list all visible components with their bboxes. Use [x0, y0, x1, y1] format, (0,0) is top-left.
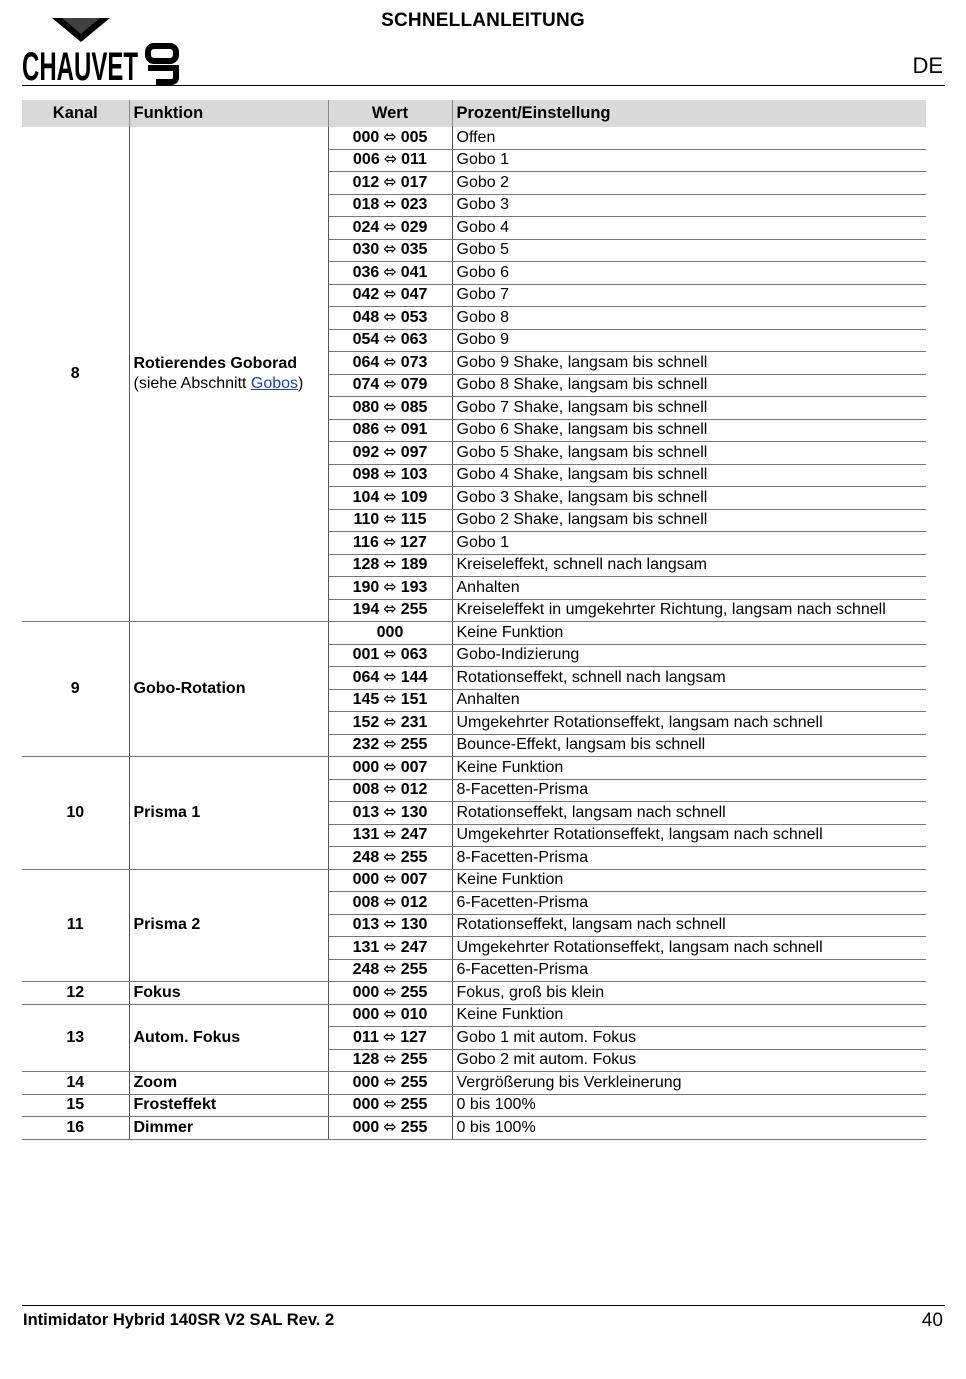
setting-description: 0 bis 100%	[452, 1094, 926, 1117]
channel-number: 8	[22, 127, 129, 622]
range-to: 085	[400, 398, 428, 416]
range-to: 073	[400, 353, 428, 371]
setting-description: Gobo 4	[452, 217, 926, 240]
channel-number: 11	[22, 869, 129, 982]
setting-description: 6-Facetten-Prisma	[452, 892, 926, 915]
dmx-value-range	[328, 667, 452, 690]
range-to: 255	[400, 736, 428, 754]
dmx-value-range	[328, 802, 452, 825]
setting-description: Gobo 2	[452, 172, 926, 195]
range-to: 007	[400, 758, 428, 776]
range-from: 000	[352, 871, 380, 889]
range-arrow-icon: ⬄	[383, 128, 397, 146]
range-to: 255	[400, 1051, 428, 1069]
channel-function	[129, 1072, 328, 1095]
range-to: 041	[400, 263, 428, 281]
range-to: 247	[400, 938, 428, 956]
dmx-value-range	[328, 1117, 452, 1140]
range-arrow-icon: ⬄	[383, 488, 397, 506]
function-name: Prisma 1	[133, 803, 201, 821]
setting-description: Gobo 6	[452, 262, 926, 285]
setting-description: Umgekehrter Rotationseffekt, langsam nach schnell	[452, 712, 926, 735]
range-to: 130	[400, 803, 428, 821]
table-row	[22, 982, 926, 1005]
range-arrow-icon: ⬄	[383, 196, 397, 214]
channel-function	[129, 982, 328, 1005]
function-name: Prisma 2	[133, 916, 201, 934]
range-from: 116	[353, 533, 379, 551]
range-arrow-icon: ⬄	[383, 983, 397, 1001]
range-from: 098	[352, 466, 380, 484]
range-to: 097	[400, 443, 428, 461]
setting-description: 8-Facetten-Prisma	[452, 847, 926, 870]
range-arrow-icon: ⬄	[382, 533, 397, 551]
channel-function	[129, 127, 328, 622]
range-from: 086	[352, 421, 380, 439]
column-header-kanal: Kanal	[22, 100, 129, 127]
table-row	[22, 869, 926, 892]
range-to: 255	[400, 961, 428, 979]
range-to: 035	[400, 241, 428, 259]
dmx-value-range	[328, 127, 452, 149]
dmx-value-range	[328, 352, 452, 375]
range-arrow-icon: ⬄	[383, 961, 397, 979]
range-to: 255	[400, 601, 428, 619]
range-to: 144	[400, 668, 428, 686]
dmx-value-range	[328, 622, 452, 645]
range-to: 231	[400, 713, 428, 731]
dmx-value-range	[328, 172, 452, 195]
note-prefix: (siehe Abschnitt	[133, 375, 251, 392]
function-name: Fokus	[133, 983, 181, 1001]
function-name: Dimmer	[133, 1118, 194, 1136]
setting-description: Umgekehrter Rotationseffekt, langsam nach schnell	[452, 824, 926, 847]
channel-function	[129, 622, 328, 757]
channel-function	[129, 1004, 328, 1072]
range-arrow-icon: ⬄	[383, 331, 397, 349]
range-to: 103	[400, 466, 428, 484]
range-arrow-icon: ⬄	[383, 286, 397, 304]
table-row	[22, 127, 926, 149]
dmx-value-range	[328, 599, 452, 622]
range-from: 190	[352, 578, 380, 596]
dmx-value-range	[328, 824, 452, 847]
dmx-value-range	[328, 959, 452, 982]
range-arrow-icon: ⬄	[383, 263, 397, 281]
range-arrow-icon: ⬄	[383, 511, 397, 529]
setting-description: Kreiseleffekt in umgekehrter Richtung, langsam nach schnell	[452, 599, 926, 622]
range-arrow-icon: ⬄	[383, 646, 397, 664]
dmx-value-range	[328, 1027, 452, 1050]
dmx-value-range	[328, 149, 452, 172]
range-to: 063	[400, 331, 428, 349]
range-from: 074	[352, 376, 380, 394]
setting-description: Rotationseffekt, schnell nach langsam	[452, 667, 926, 690]
range-to: 047	[400, 286, 428, 304]
footer-divider	[22, 1305, 945, 1306]
range-to: 255	[400, 1118, 428, 1136]
dmx-value-range	[328, 1072, 452, 1095]
range-arrow-icon: ⬄	[383, 421, 397, 439]
range-to: 011	[401, 151, 427, 169]
document-title: Intimidator Hybrid 140SR V2 SAL Rev. 2	[23, 1311, 335, 1329]
dmx-value-range	[328, 712, 452, 735]
range-to: 127	[400, 533, 427, 551]
range-arrow-icon: ⬄	[383, 376, 397, 394]
setting-description: Bounce-Effekt, langsam bis schnell	[452, 734, 926, 757]
range-arrow-icon: ⬄	[383, 601, 397, 619]
range-arrow-icon: ⬄	[383, 151, 398, 169]
dmx-value-range	[328, 779, 452, 802]
channel-function	[129, 757, 328, 870]
range-arrow-icon: ⬄	[383, 668, 397, 686]
setting-description: Keine Funktion	[452, 869, 926, 892]
channel-number: 16	[22, 1117, 129, 1140]
range-from: 013	[352, 916, 380, 934]
dmx-value-range	[328, 374, 452, 397]
range-arrow-icon: ⬄	[383, 1051, 397, 1069]
dmx-value-range	[328, 329, 452, 352]
range-from: 194	[352, 601, 380, 619]
setting-description: Rotationseffekt, langsam nach schnell	[452, 802, 926, 825]
dmx-value-range	[328, 982, 452, 1005]
dmx-value-range	[328, 869, 452, 892]
range-from: 011	[353, 1028, 379, 1046]
table-row	[22, 1072, 926, 1095]
dmx-value-range	[328, 1004, 452, 1027]
range-arrow-icon: ⬄	[383, 691, 397, 709]
channel-number: 10	[22, 757, 129, 870]
range-from: 092	[352, 443, 380, 461]
range-arrow-icon: ⬄	[383, 826, 397, 844]
setting-description: Gobo 1	[452, 149, 926, 172]
range-to: 189	[400, 556, 428, 574]
range-arrow-icon: ⬄	[383, 781, 397, 799]
dmx-value-range	[328, 442, 452, 465]
range-from: 128	[352, 556, 380, 574]
range-from: 013	[352, 803, 380, 821]
range-arrow-icon: ⬄	[382, 1028, 397, 1046]
range-to: 053	[400, 308, 428, 326]
table-row	[22, 1117, 926, 1140]
dmx-value-range	[328, 1094, 452, 1117]
table-row	[22, 757, 926, 780]
setting-description: Gobo 8 Shake, langsam bis schnell	[452, 374, 926, 397]
range-arrow-icon: ⬄	[383, 1073, 397, 1091]
table-body	[22, 127, 926, 1139]
range-from: 232	[352, 736, 380, 754]
setting-description: Kreiseleffekt, schnell nach langsam	[452, 554, 926, 577]
setting-description: Gobo 2 Shake, langsam bis schnell	[452, 509, 926, 532]
range-arrow-icon: ⬄	[383, 466, 397, 484]
channel-number: 15	[22, 1094, 129, 1117]
table-row	[22, 1004, 926, 1027]
range-from: 128	[352, 1051, 380, 1069]
setting-description: Gobo 1	[452, 532, 926, 555]
setting-description: Gobo 7	[452, 284, 926, 307]
range-arrow-icon: ⬄	[383, 1006, 397, 1024]
channel-number: 9	[22, 622, 129, 757]
range-from: 018	[352, 196, 380, 214]
table-row	[22, 1094, 926, 1117]
channel-function	[129, 1117, 328, 1140]
setting-description: Umgekehrter Rotationseffekt, langsam nach schnell	[452, 937, 926, 960]
dmx-value-range	[328, 464, 452, 487]
setting-description: Gobo 9 Shake, langsam bis schnell	[452, 352, 926, 375]
range-from: 131	[352, 938, 380, 956]
range-to: 017	[400, 173, 428, 191]
range-to: 255	[400, 983, 428, 1001]
function-name: Autom. Fokus	[133, 1028, 241, 1046]
dmx-value-range	[328, 284, 452, 307]
range-to: 063	[400, 646, 428, 664]
dmx-value-range	[328, 1049, 452, 1072]
table-row	[22, 622, 926, 645]
setting-description: Keine Funktion	[452, 622, 926, 645]
channel-number: 13	[22, 1004, 129, 1072]
setting-description: Gobo-Indizierung	[452, 644, 926, 667]
range-to: 193	[400, 578, 428, 596]
dmx-channel-table	[22, 100, 926, 1140]
table-header-row	[22, 100, 926, 127]
function-note	[134, 375, 304, 392]
range-to: 247	[400, 826, 428, 844]
range-arrow-icon: ⬄	[383, 218, 397, 236]
range-from: 110	[353, 511, 380, 529]
range-arrow-icon: ⬄	[383, 308, 397, 326]
range-from: 000	[352, 128, 380, 146]
function-name: Zoom	[133, 1073, 178, 1091]
range-from: 000	[352, 1073, 380, 1091]
setting-description: Gobo 5 Shake, langsam bis schnell	[452, 442, 926, 465]
dmx-value-range	[328, 239, 452, 262]
range-arrow-icon: ⬄	[383, 173, 397, 191]
range-from: 248	[352, 961, 380, 979]
setting-description: Gobo 5	[452, 239, 926, 262]
column-header-funktion: Funktion	[129, 100, 328, 127]
range-arrow-icon: ⬄	[383, 758, 397, 776]
range-to: 007	[400, 871, 428, 889]
range-arrow-icon: ⬄	[383, 848, 397, 866]
range-to: 255	[400, 1073, 428, 1091]
column-header-einstellung: Prozent/Einstellung	[452, 100, 926, 127]
range-from: 000	[352, 758, 380, 776]
range-to: 091	[400, 421, 428, 439]
range-from: 000	[352, 983, 380, 1001]
dmx-value-range	[328, 509, 452, 532]
range-from: 054	[352, 331, 380, 349]
range-arrow-icon: ⬄	[383, 556, 397, 574]
dmx-value-range	[328, 419, 452, 442]
dmx-value-range	[328, 217, 452, 240]
setting-description: Gobo 9	[452, 329, 926, 352]
dmx-value-range	[328, 914, 452, 937]
range-to: 115	[400, 511, 427, 529]
range-from: 080	[352, 398, 380, 416]
range-from: 006	[353, 151, 380, 169]
dmx-value-range	[328, 644, 452, 667]
range-arrow-icon: ⬄	[383, 916, 397, 934]
setting-description: Gobo 8	[452, 307, 926, 330]
range-from: 036	[352, 263, 380, 281]
range-arrow-icon: ⬄	[383, 871, 397, 889]
range-from: 030	[352, 241, 380, 259]
range-arrow-icon: ⬄	[383, 1096, 397, 1114]
range-to: 109	[400, 488, 428, 506]
range-arrow-icon: ⬄	[383, 736, 397, 754]
range-arrow-icon: ⬄	[383, 398, 397, 416]
channel-number: 14	[22, 1072, 129, 1095]
page-title: SCHNELLANLEITUNG	[381, 10, 585, 31]
range-arrow-icon: ⬄	[383, 578, 397, 596]
range-from: 104	[352, 488, 380, 506]
setting-description: Gobo 1 mit autom. Fokus	[452, 1027, 926, 1050]
setting-description: Offen	[452, 127, 926, 149]
range-from: 064	[352, 353, 380, 371]
range-to: 255	[400, 1096, 428, 1114]
setting-description: Fokus, groß bis klein	[452, 982, 926, 1005]
range-from: 145	[352, 691, 380, 709]
dmx-value-range	[328, 554, 452, 577]
dmx-value-range	[328, 487, 452, 510]
setting-description: Anhalten	[452, 577, 926, 600]
range-arrow-icon: ⬄	[383, 938, 397, 956]
range-from: 000	[352, 1006, 380, 1024]
range-arrow-icon: ⬄	[383, 353, 397, 371]
setting-description: Gobo 2 mit autom. Fokus	[452, 1049, 926, 1072]
dmx-value-range	[328, 734, 452, 757]
header-divider	[22, 85, 945, 86]
column-header-wert: Wert	[328, 100, 452, 127]
range-to: 255	[400, 848, 428, 866]
range-from: 001	[352, 646, 380, 664]
dmx-value-range	[328, 757, 452, 780]
channel-number: 12	[22, 982, 129, 1005]
range-arrow-icon: ⬄	[383, 803, 397, 821]
setting-description: Rotationseffekt, langsam nach schnell	[452, 914, 926, 937]
range-arrow-icon: ⬄	[383, 1118, 397, 1136]
dmx-value-range	[328, 307, 452, 330]
range-to: 130	[400, 916, 428, 934]
range-from: 000	[376, 623, 404, 641]
dmx-value-range	[328, 937, 452, 960]
range-to: 029	[400, 218, 428, 236]
range-to: 127	[400, 1028, 427, 1046]
setting-description: Keine Funktion	[452, 757, 926, 780]
setting-description: Gobo 3	[452, 194, 926, 217]
range-from: 000	[352, 1118, 380, 1136]
dmx-value-range	[328, 689, 452, 712]
setting-description: Gobo 7 Shake, langsam bis schnell	[452, 397, 926, 420]
function-name: Gobo-Rotation	[133, 680, 246, 697]
range-to: 151	[400, 691, 428, 709]
page-number: 40	[921, 1310, 943, 1331]
setting-description: Gobo 6 Shake, langsam bis schnell	[452, 419, 926, 442]
range-from: 012	[352, 173, 380, 191]
setting-description: Gobo 4 Shake, langsam bis schnell	[452, 464, 926, 487]
range-arrow-icon: ⬄	[383, 241, 397, 259]
range-from: 048	[352, 308, 380, 326]
setting-description: 6-Facetten-Prisma	[452, 959, 926, 982]
range-to: 005	[400, 128, 428, 146]
function-name: Frosteffekt	[133, 1096, 217, 1114]
dmx-value-range	[328, 532, 452, 555]
setting-description: Keine Funktion	[452, 1004, 926, 1027]
range-from: 000	[352, 1096, 380, 1114]
dmx-value-range	[328, 577, 452, 600]
range-from: 008	[352, 781, 380, 799]
range-to: 010	[400, 1006, 428, 1024]
channel-function	[129, 1094, 328, 1117]
function-name: Rotierendes Goborad	[133, 355, 298, 372]
range-from: 131	[352, 826, 380, 844]
channel-function	[129, 869, 328, 982]
gobos-section-link[interactable]: Gobos	[250, 375, 299, 392]
range-from: 042	[352, 286, 380, 304]
dmx-value-range	[328, 262, 452, 285]
svg-text:CHAUVET: CHAUVET	[22, 45, 138, 89]
dmx-value-range	[328, 397, 452, 420]
range-from: 008	[352, 893, 380, 911]
dmx-value-range	[328, 194, 452, 217]
range-to: 012	[400, 781, 428, 799]
range-to: 012	[400, 893, 428, 911]
range-from: 064	[352, 668, 380, 686]
setting-description: 8-Facetten-Prisma	[452, 779, 926, 802]
setting-description: Vergrößerung bis Verkleinerung	[452, 1072, 926, 1095]
range-arrow-icon: ⬄	[383, 713, 397, 731]
setting-description: Gobo 3 Shake, langsam bis schnell	[452, 487, 926, 510]
range-from: 248	[352, 848, 380, 866]
range-arrow-icon: ⬄	[383, 893, 397, 911]
range-from: 152	[352, 713, 380, 731]
dmx-value-range	[328, 847, 452, 870]
language-code: DE	[912, 53, 943, 78]
setting-description: 0 bis 100%	[452, 1117, 926, 1140]
setting-description: Anhalten	[452, 689, 926, 712]
note-suffix: )	[298, 375, 304, 392]
dmx-value-range	[328, 892, 452, 915]
range-to: 023	[400, 196, 428, 214]
range-arrow-icon: ⬄	[383, 443, 397, 461]
range-from: 024	[352, 218, 380, 236]
range-to: 079	[400, 376, 428, 394]
